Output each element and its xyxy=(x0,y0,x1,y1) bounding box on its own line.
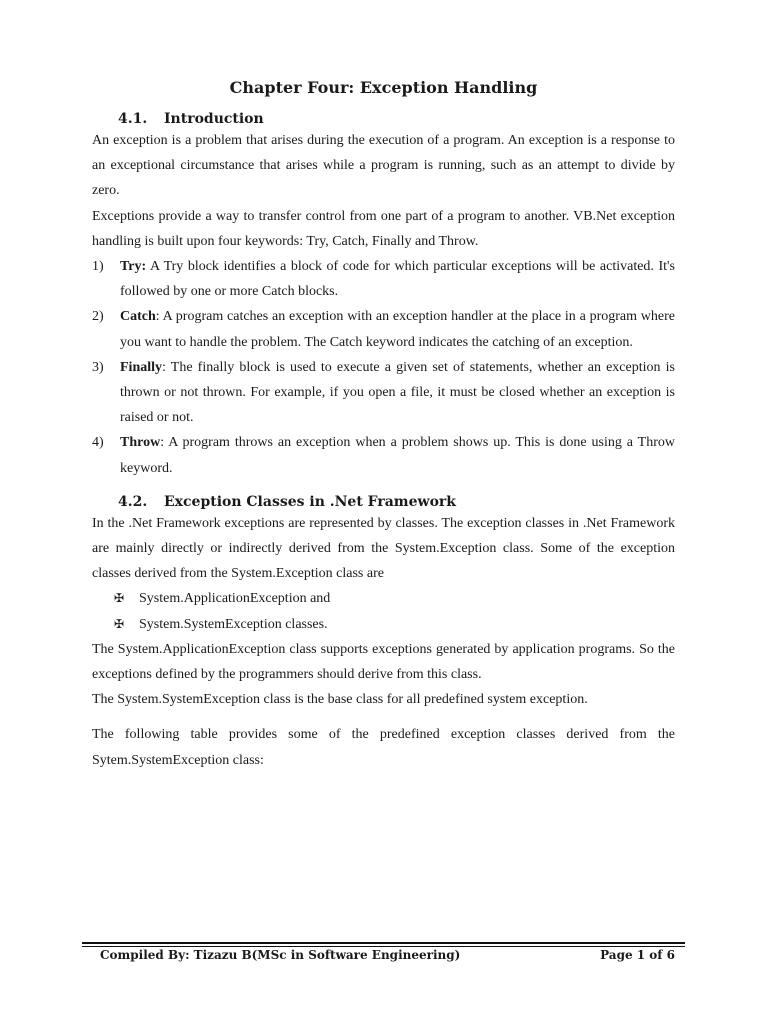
bullet-list xyxy=(92,586,675,636)
cross-bullet-icon: ✠ xyxy=(114,616,125,631)
paragraph: The System.ApplicationException class supports exceptions generated by application programs. So the exceptions defined by the programmers should derive from this class. xyxy=(92,641,675,683)
page-number: Page 1 of 6 xyxy=(600,948,675,962)
page-title: Chapter Four: Exception Handling xyxy=(229,78,538,97)
paragraph: An exception is a problem that arises during the execution of a program. An exception is a response to an exceptional circumstance that arises while a program is running, such as an attempt to divide by zero. xyxy=(92,133,675,199)
list-item xyxy=(92,304,675,354)
keyword-list xyxy=(92,254,675,481)
list-text: A Try block identifies a block of code for which particular exceptions will be activated. It's followed by one or more Catch blocks. xyxy=(120,259,675,300)
section-title: Exception Classes in .Net Framework xyxy=(164,493,456,510)
list-number: 1) xyxy=(92,259,104,275)
footer-author: Compiled By: Tizazu B(MSc in Software Engineering) xyxy=(100,948,461,962)
paragraph: The System.SystemException class is the base class for all predefined system exception. xyxy=(92,692,588,708)
paragraph: Exceptions provide a way to transfer control from one part of a program to another. VB.Net exception handling is built upon four keywords: Try, Catch, Finally and Throw. xyxy=(92,208,675,249)
list-item xyxy=(92,612,675,637)
footer-rule xyxy=(82,942,685,944)
section-heading-exception-classes xyxy=(118,494,675,510)
list-number: 3) xyxy=(92,359,104,375)
keyword-term: Throw xyxy=(120,435,161,451)
list-item xyxy=(92,355,675,431)
section-heading-introduction xyxy=(118,111,675,127)
footer-rule xyxy=(82,946,685,947)
keyword-term: Finally xyxy=(120,359,163,375)
list-number: 4) xyxy=(92,435,104,451)
list-text: System.ApplicationException and xyxy=(139,591,331,607)
document-page xyxy=(92,78,675,773)
list-text: : A program throws an exception when a problem shows up. This is done using a Throw keyword. xyxy=(120,435,675,476)
list-text: : A program catches an exception with an exception handler at the place in a program where you want to handle the problem. The Catch keyword indicates the catching of an exception. xyxy=(120,309,675,350)
list-item xyxy=(92,254,675,304)
paragraph: The following table provides some of the predefined exception classes derived from the Sytem.SystemException class: xyxy=(92,727,675,768)
page-footer xyxy=(100,948,675,962)
list-item xyxy=(92,586,675,611)
section-title: Introduction xyxy=(164,111,264,127)
keyword-term: Catch xyxy=(120,309,156,325)
list-text: System.SystemException classes. xyxy=(139,616,328,632)
section-number: 4.1. xyxy=(118,111,148,127)
list-number: 2) xyxy=(92,309,104,325)
list-text: : The finally block is used to execute a given set of statements, whether an exception is thrown or not thrown. For example, if you open a file, it must be closed whether an exception is raised or not. xyxy=(120,359,675,426)
list-item xyxy=(92,430,675,480)
cross-bullet-icon: ✠ xyxy=(114,591,125,606)
paragraph: In the .Net Framework exceptions are represented by classes. The exception classes in .Net Framework are mainly directly or indirectly derived from the System.Exception class. Some of the exception classes derived from the System.Exception class are xyxy=(92,515,675,582)
section-number: 4.2. xyxy=(118,493,148,510)
keyword-term: Try: xyxy=(120,259,147,275)
